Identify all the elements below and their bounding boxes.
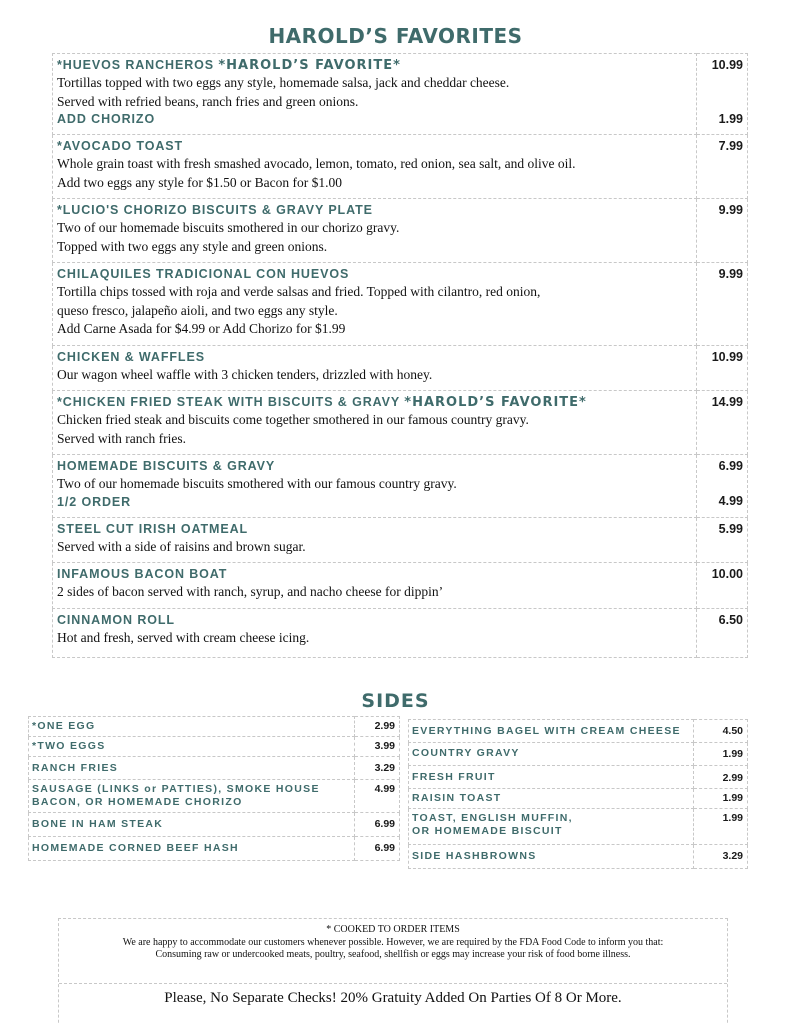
item-name: INFAMOUS BACON BOAT: [57, 567, 228, 581]
item-name: CINNAMON ROLL: [57, 612, 175, 627]
menu-item-biscuits-gravy: [53, 455, 748, 518]
item-description: Add two eggs any style for $1.50 or Bacon for $1.00: [57, 174, 342, 190]
item-description: Served with a side of raisins and brown sugar.: [57, 538, 306, 554]
side-name: COUNTRY GRAVY: [409, 743, 694, 766]
item-description: Tortillas topped with two eggs any style, homemade salsa, jack and cheddar cheese.: [57, 75, 510, 90]
side-price: 2.99: [355, 717, 400, 737]
item-description: Topped with two eggs any style and green onions.: [57, 238, 328, 254]
sides-table-left: [28, 716, 400, 861]
item-name: CHILAQUILES TRADICIONAL CON HUEVOS: [57, 267, 350, 281]
side-item: [409, 743, 748, 766]
item-name: *AVOCADO TOAST: [57, 139, 184, 153]
side-price: 1.99: [694, 809, 748, 845]
item-description: 2 sides of bacon served with ranch, syrup, and nacho cheese for dippin’: [57, 584, 444, 599]
menu-item-chicken-fried-steak: [53, 391, 748, 455]
item-description: Our wagon wheel waffle with 3 chicken tenders, drizzled with honey.: [57, 366, 433, 382]
item-description: Chicken fried steak and biscuits come together smothered in our famous country gravy.: [57, 412, 529, 427]
menu-item-lucios-chorizo-biscuits: [53, 199, 748, 263]
side-name: RANCH FRIES: [29, 757, 355, 780]
footer-notice-box: [58, 918, 728, 1024]
side-price: 4.50: [694, 720, 748, 743]
item-description: Tortilla chips tossed with roja and verde salsas and fried. Topped with cilantro, red onion,: [57, 284, 541, 299]
side-item: [409, 845, 748, 869]
menu-item-chilaquiles: [53, 263, 748, 346]
sides-table-right: [408, 719, 748, 869]
side-item: [409, 789, 748, 809]
item-price: 6.99: [718, 459, 743, 473]
side-name-line2: BACON, OR HOMEMADE CHORIZO: [32, 796, 243, 808]
separate-checks-notice: Please, No Separate Checks! 20% Gratuity Added On Parties Of 8 Or More.: [164, 990, 622, 1006]
item-description: Hot and fresh, served with cream cheese icing.: [57, 629, 310, 645]
menu-item-avocado-toast: [53, 135, 748, 199]
side-name: BONE IN HAM STEAK: [29, 813, 355, 837]
side-price: 6.99: [355, 813, 400, 837]
side-price: 2.99: [694, 766, 748, 789]
item-description: queso fresco, jalapeño aioli, and two eggs any style.: [57, 302, 338, 318]
favorites-menu-table: [52, 53, 748, 658]
item-price: 5.99: [718, 521, 743, 536]
item-description: Whole grain toast with fresh smashed avocado, lemon, tomato, red onion, sea salt, and olive oil.: [57, 156, 576, 171]
item-price: 14.99: [711, 395, 743, 409]
item-name: *CHICKEN FRIED STEAK WITH BISCUITS & GRAVY: [57, 395, 405, 409]
item-price: 10.99: [711, 349, 743, 364]
side-name: FRESH FRUIT: [409, 766, 694, 789]
side-item: [29, 813, 400, 837]
side-name: RAISIN TOAST: [409, 789, 694, 809]
side-item: [29, 717, 400, 737]
side-item: [409, 720, 748, 743]
item-name: HOMEMADE BISCUITS & GRAVY: [57, 459, 276, 473]
cooked-to-order-heading: * COOKED TO ORDER ITEMS: [326, 924, 460, 935]
side-name: *ONE EGG: [29, 717, 355, 737]
item-description: Two of our homemade biscuits smothered with our famous country gravy.: [57, 476, 457, 491]
item-price: 10.00: [711, 567, 743, 581]
menu-item-cinnamon-roll: [53, 608, 748, 658]
addon-label: 1/2 ORDER: [57, 494, 132, 509]
item-price: 9.99: [718, 267, 743, 281]
item-price: 7.99: [718, 139, 743, 153]
menu-item-oatmeal: [53, 517, 748, 563]
page-title: HAROLD’S FAVORITES: [268, 24, 523, 48]
fda-notice: [59, 919, 727, 984]
side-name: SAUSAGE (LINKS or PATTIES), SMOKE HOUSE: [32, 783, 320, 795]
item-name: *HUEVOS RANCHEROS: [57, 58, 219, 72]
item-name: *LUCIO'S CHORIZO BISCUITS & GRAVY PLATE: [57, 203, 373, 217]
side-price: 1.99: [694, 789, 748, 809]
side-price: 3.29: [355, 757, 400, 780]
item-description: Two of our homemade biscuits smothered in our chorizo gravy.: [57, 220, 400, 235]
menu-item-bacon-boat: [53, 563, 748, 609]
side-name: EVERYTHING BAGEL WITH CREAM CHEESE: [409, 720, 694, 743]
favorite-badge: *HAROLD’S FAVORITE*: [404, 395, 587, 410]
side-item: [29, 780, 400, 813]
item-price: 6.50: [718, 612, 743, 627]
item-price: 10.99: [711, 58, 743, 72]
addon-price: 1.99: [718, 112, 743, 126]
sides-title: SIDES: [361, 690, 430, 712]
side-item: [409, 809, 748, 845]
item-price: 9.99: [718, 203, 743, 217]
side-price: 3.99: [355, 737, 400, 757]
fda-notice-line: Consuming raw or undercooked meats, poultry, seafood, shellfish or eggs may increase your risk of food borne illness.: [155, 949, 631, 960]
side-name: *TWO EGGS: [29, 737, 355, 757]
addon-label: ADD CHORIZO: [57, 112, 156, 126]
side-price: 3.29: [694, 845, 748, 869]
side-item: [29, 837, 400, 861]
fda-notice-line: We are happy to accommodate our customers whenever possible. However, we are required by the FDA Food Code to inform you that:: [122, 936, 664, 948]
item-description: Add Carne Asada for $4.99 or Add Chorizo for $1.99: [57, 321, 346, 336]
side-price: 6.99: [355, 837, 400, 861]
side-name: TOAST, ENGLISH MUFFIN,: [412, 812, 573, 824]
side-name: HOMEMADE CORNED BEEF HASH: [29, 837, 355, 861]
side-name-line2: OR HOMEMADE BISCUIT: [412, 825, 563, 837]
side-item: [29, 757, 400, 780]
menu-item-huevos-rancheros: [53, 54, 748, 135]
side-name: SIDE HASHBROWNS: [409, 845, 694, 869]
menu-item-chicken-waffles: [53, 345, 748, 391]
item-name: CHICKEN & WAFFLES: [57, 349, 205, 364]
side-price: 1.99: [694, 743, 748, 766]
side-item: [409, 766, 748, 789]
favorite-badge: *HAROLD’S FAVORITE*: [218, 58, 401, 73]
item-description: Served with refried beans, ranch fries and green onions.: [57, 93, 359, 109]
side-price: 4.99: [355, 780, 400, 813]
item-description: Served with ranch fries.: [57, 430, 186, 446]
side-item: [29, 737, 400, 757]
addon-price: 4.99: [718, 494, 743, 508]
item-name: STEEL CUT IRISH OATMEAL: [57, 521, 249, 536]
